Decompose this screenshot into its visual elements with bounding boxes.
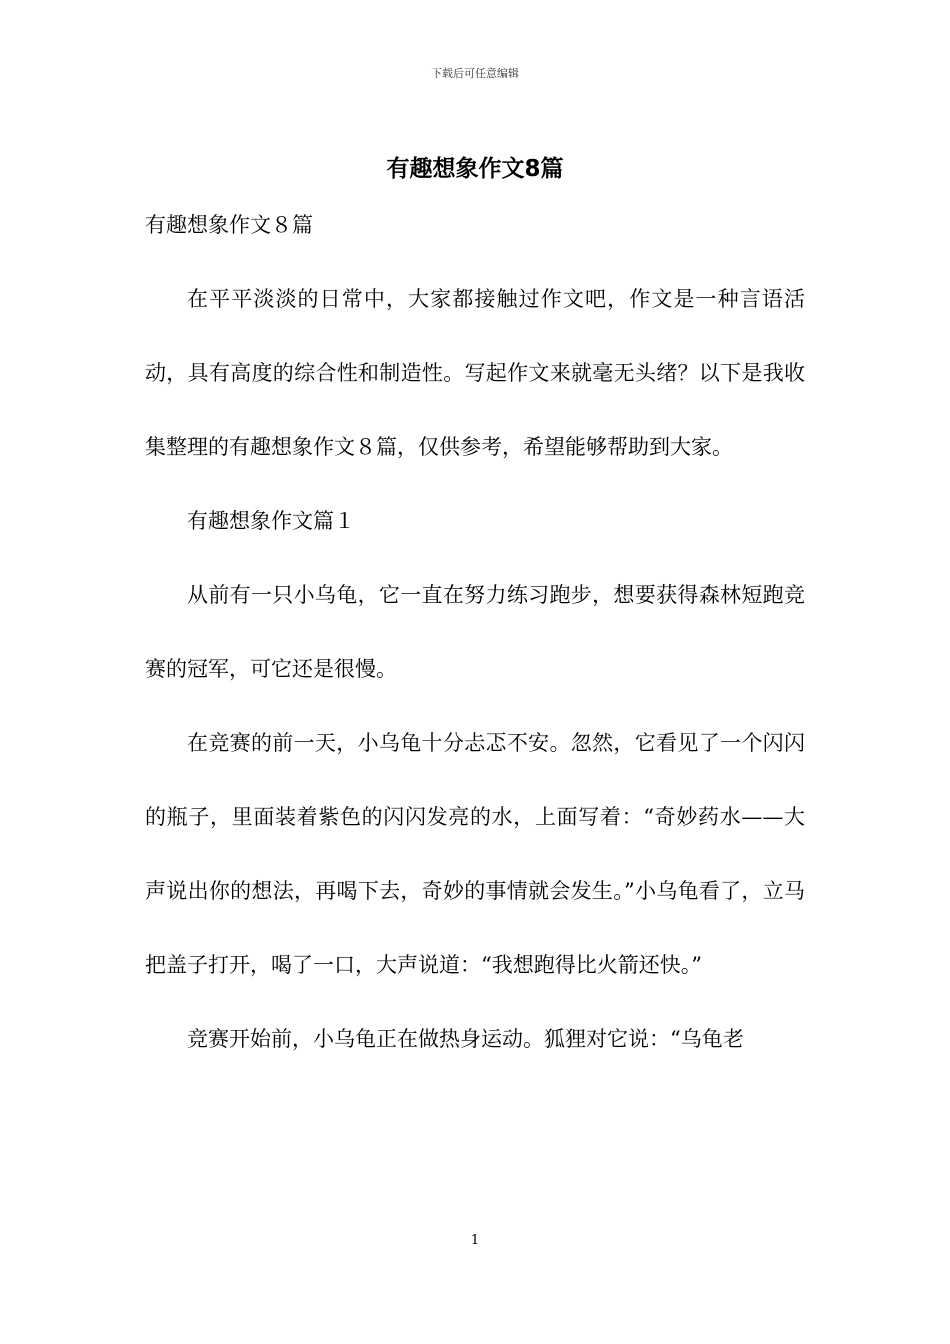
document-body [145, 200, 805, 1076]
intro-paragraph: 在平平淡淡的日常中，大家都接触过作文吧，作文是一种言语活动，具有高度的综合性和制造性。写起作文来就毫无头绪？以下是我收集整理的有趣想象作文８篇，仅供参考，希望能够帮助到大家。 [145, 287, 805, 459]
document-title: 有趣想象作文8篇 [386, 156, 564, 182]
body-paragraph: 竞赛开始前，小乌龟正在做热身运动。狐狸对它说：“乌龟老 [187, 1027, 744, 1051]
body-paragraph: 在竞赛的前一天，小乌龟十分忐忑不安。忽然，它看见了一个闪闪的瓶子，里面装着紫色的闪闪发亮的水，上面写着：“奇妙药水——大声说出你的想法，再喝下去，奇妙的事情就会发生。”小乌龟看了，立马把盖子打开，喝了一口，大声说道：“我想跑得比火箭还快。” [145, 731, 805, 977]
section-heading: 有趣想象作文篇１ [187, 509, 355, 533]
body-paragraph: 从前有一只小乌龟，它一直在努力练习跑步，想要获得森林短跑竞赛的冠军，可它还是很慢。 [145, 583, 805, 681]
page-number: 1 [470, 1233, 480, 1248]
page-header: 下载后可任意编辑 [431, 67, 519, 80]
document-subtitle: 有趣想象作文８篇 [145, 213, 313, 237]
